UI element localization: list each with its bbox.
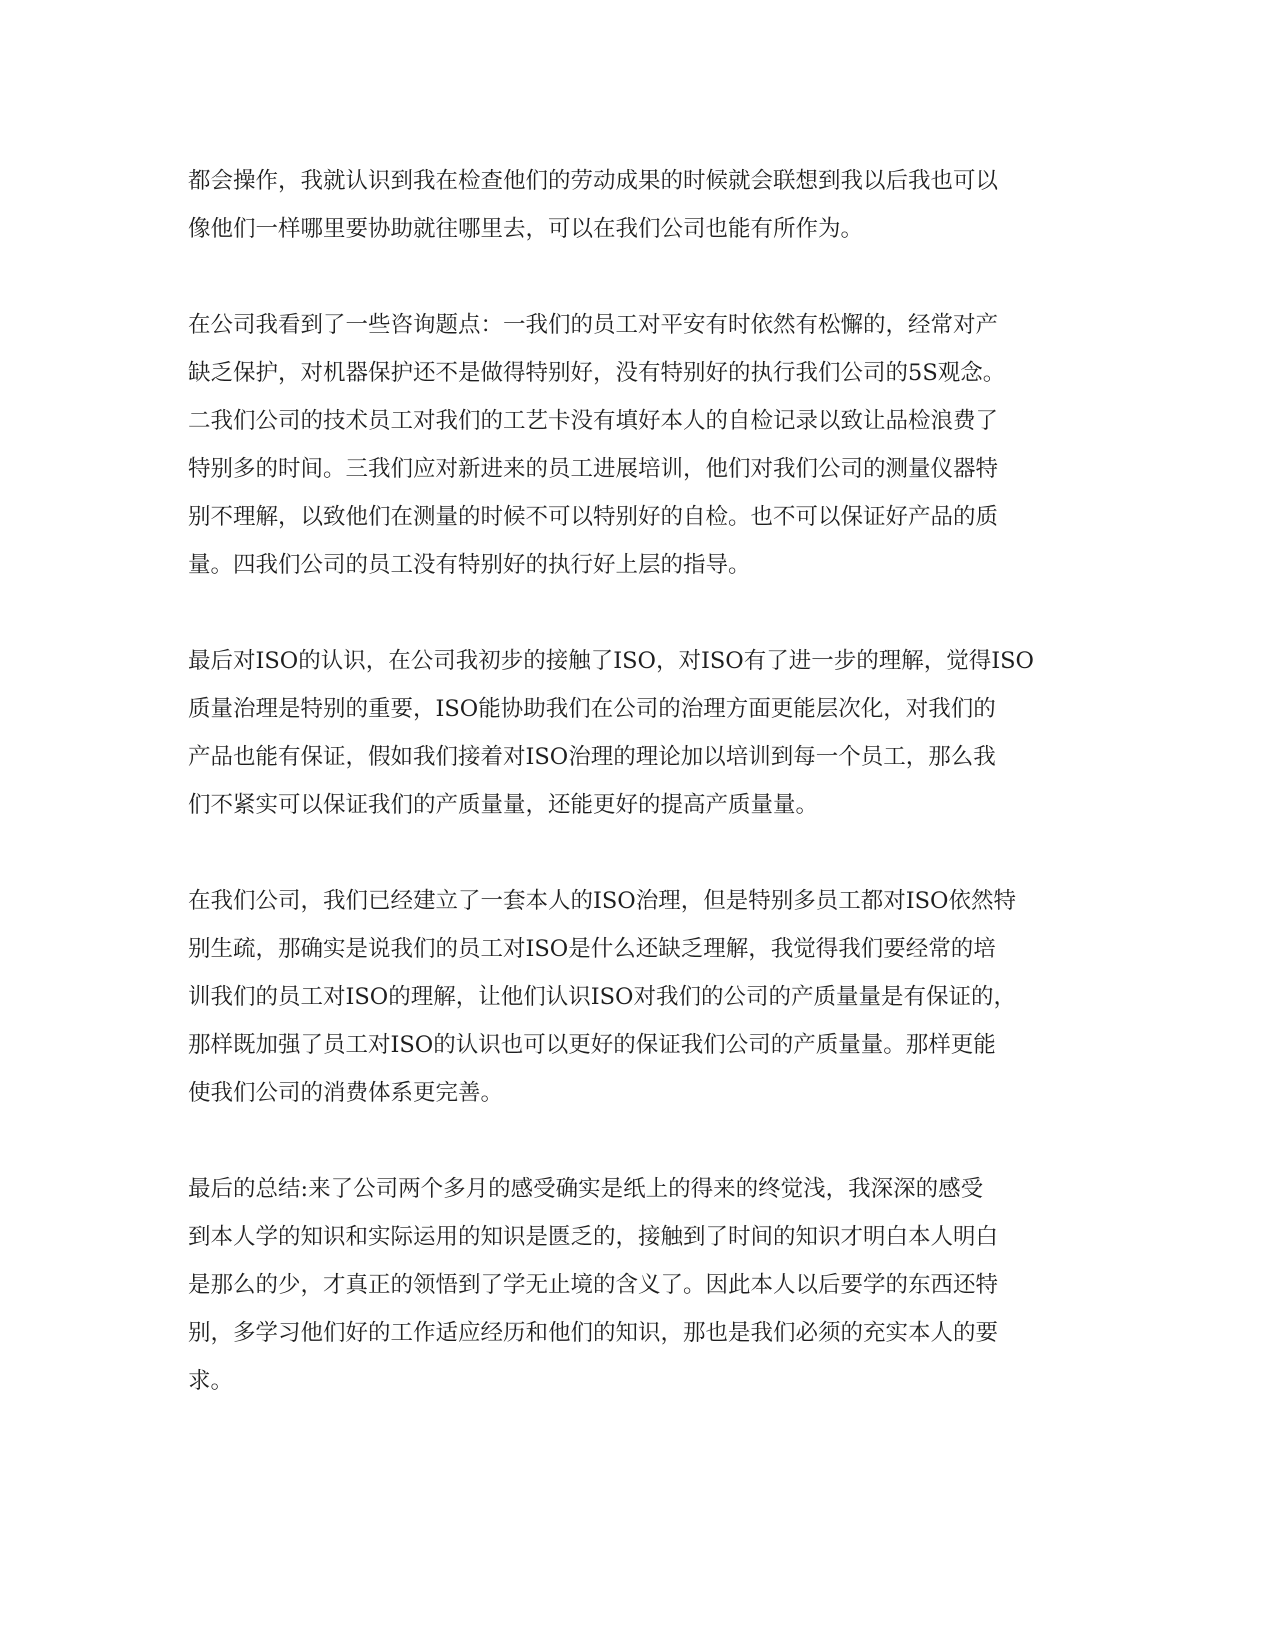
text-line: 是那么的少，才真正的领悟到了学无止境的含义了。因此本人以后要学的东西还特 <box>188 1272 999 1298</box>
document-body <box>188 157 1088 1453</box>
text-line: 们不紧实可以保证我们的产质量量，还能更好的提高产质量量。 <box>188 792 819 818</box>
text-line: 都会操作，我就认识到我在检查他们的劳动成果的时候就会联想到我以后我也可以 <box>188 168 999 194</box>
text-line: 二我们公司的技术员工对我们的工艺卡没有填好本人的自检记录以致让品检浪费了 <box>188 408 999 434</box>
paragraph-1 <box>188 157 1088 253</box>
text-line: 在我们公司，我们已经建立了一套本人的ISO治理，但是特别多员工都对ISO依然特 <box>188 888 1016 914</box>
text-line: 像他们一样哪里要协助就往哪里去，可以在我们公司也能有所作为。 <box>188 216 864 242</box>
text-line: 别，多学习他们好的工作适应经历和他们的知识，那也是我们必须的充实本人的要 <box>188 1320 999 1346</box>
text-line: 缺乏保护，对机器保护还不是做得特别好，没有特别好的执行我们公司的5S观念。 <box>188 360 1006 386</box>
text-line: 最后的总结:来了公司两个多月的感受确实是纸上的得来的终觉浅，我深深的感受 <box>188 1176 984 1202</box>
paragraph-5 <box>188 1165 1088 1405</box>
text-line: 特别多的时间。三我们应对新进来的员工进展培训，他们对我们公司的测量仪器特 <box>188 456 999 482</box>
paragraph-4 <box>188 877 1088 1117</box>
paragraph-2 <box>188 301 1088 589</box>
paragraph-3 <box>188 637 1088 829</box>
text-line: 求。 <box>188 1368 234 1394</box>
text-line: 那样既加强了员工对ISO的认识也可以更好的保证我们公司的产质量量。那样更能 <box>188 1032 996 1058</box>
text-line: 训我们的员工对ISO的理解，让他们认识ISO对我们的公司的产质量量是有保证的， <box>188 984 1016 1010</box>
text-line: 最后对ISO的认识，在公司我初步的接触了ISO，对ISO有了进一步的理解，觉得ISO <box>188 648 1034 674</box>
text-line: 在公司我看到了一些咨询题点：一我们的员工对平安有时依然有松懈的，经常对产 <box>188 312 999 338</box>
text-line: 别不理解，以致他们在测量的时候不可以特别好的自检。也不可以保证好产品的质 <box>188 504 999 530</box>
text-line: 质量治理是特别的重要，ISO能协助我们在公司的治理方面更能层次化，对我们的 <box>188 696 996 722</box>
text-line: 使我们公司的消费体系更完善。 <box>188 1080 504 1106</box>
text-line: 产品也能有保证，假如我们接着对ISO治理的理论加以培训到每一个员工，那么我 <box>188 744 996 770</box>
text-line: 量。四我们公司的员工没有特别好的执行好上层的指导。 <box>188 552 751 578</box>
text-line: 别生疏，那确实是说我们的员工对ISO是什么还缺乏理解，我觉得我们要经常的培 <box>188 936 996 962</box>
text-line: 到本人学的知识和实际运用的知识是匮乏的，接触到了时间的知识才明白本人明白 <box>188 1224 999 1250</box>
